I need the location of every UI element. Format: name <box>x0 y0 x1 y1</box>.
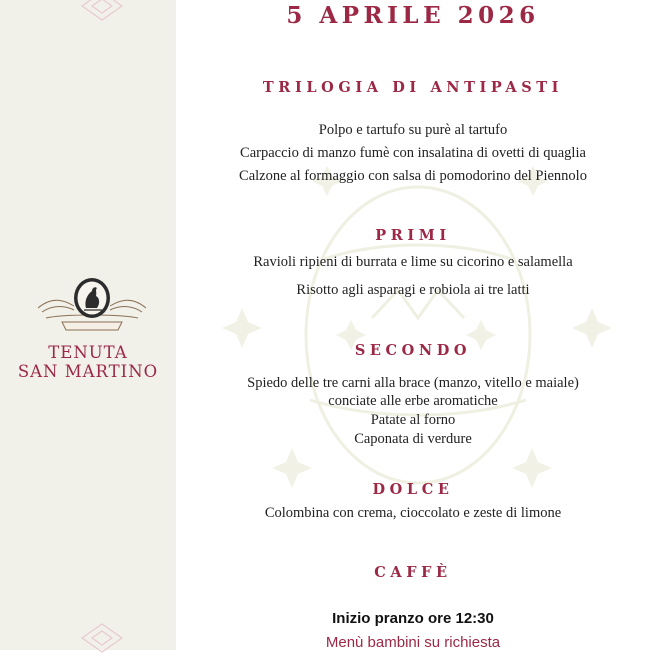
menu-item: Carpaccio di manzo fumè con insalatina di ovetti di quaglia <box>240 145 586 161</box>
menu-panel <box>176 0 650 650</box>
lunch-start-time: Inizio pranzo ore 12:30 <box>332 610 494 627</box>
menu-item: Colombina con crema, cioccolato e zeste di limone <box>264 505 562 521</box>
menu-item: Calzone al formaggio con salsa di pomodorino del Piennolo <box>239 168 587 184</box>
sidebar <box>0 0 176 650</box>
brand-name-line1: TENUTA <box>48 343 128 362</box>
menu-item: Ravioli ripieni di burrata e lime su cicorino e salamella <box>253 254 573 270</box>
menu-item: Patate al forno <box>370 412 456 428</box>
easter-egg-ornament-icon <box>72 618 132 658</box>
menu-item: conciate alle erbe aromatiche <box>328 393 498 409</box>
kids-menu-note: Menù bambini su richiesta <box>325 634 501 651</box>
section-title-dolce: DOLCE <box>372 481 454 498</box>
easter-egg-watermark-icon <box>176 0 650 650</box>
menu-item: Polpo e tartufo su purè al tartufo <box>318 122 508 138</box>
section-title-primi: PRIMI <box>375 227 451 244</box>
menu-item: Caponata di verdure <box>354 431 472 447</box>
menu-date: 5 APRILE 2026 <box>286 2 540 29</box>
easter-egg-ornament-icon <box>72 0 132 26</box>
section-title-secondo: SECONDO <box>354 342 472 359</box>
section-title-antipasti: TRILOGIA DI ANTIPASTI <box>262 79 564 96</box>
section-title-caffe: CAFFÈ <box>374 564 452 581</box>
menu-item: Spiedo delle tre carni alla brace (manzo, vitello e maiale) <box>247 375 579 391</box>
menu-item: Risotto agli asparagi e robiola ai tre latti <box>296 282 530 298</box>
rooster-crest-icon <box>34 278 150 338</box>
brand-name-line2: SAN MARTINO <box>17 362 159 381</box>
